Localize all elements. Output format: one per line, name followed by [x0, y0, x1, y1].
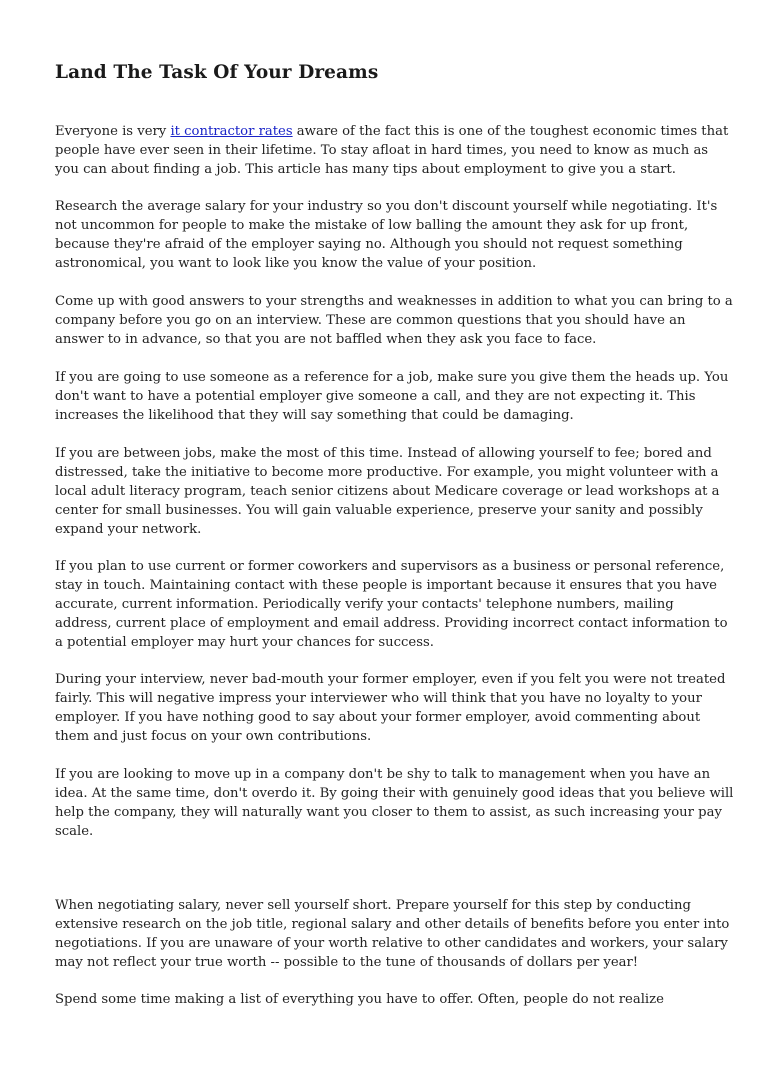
paragraph-line: If you are looking to move up in a company don't be shy to talk to management when you have an: [55, 767, 711, 782]
paragraph-line: idea. At the same time, don't overdo it. By going their with genuinely good ideas that you believe will: [55, 786, 734, 801]
paragraph-line: may not reflect your true worth -- possible to the tune of thousands of dollars per year!: [55, 955, 639, 970]
paragraph-line: stay in touch. Maintaining contact with these people is important because it ensures that you have: [55, 578, 717, 593]
paragraph-move-up: [55, 765, 734, 841]
paragraph-strengths-weaknesses: [55, 292, 733, 349]
paragraph-negotiating-salary: [55, 896, 730, 972]
paragraph-line: scale.: [55, 824, 94, 839]
paragraph-line: During your interview, never bad-mouth your former employer, even if you felt you were not treated: [55, 672, 726, 687]
paragraph-line: them and just focus on your own contributions.: [55, 729, 372, 744]
paragraph-salary-research: [55, 197, 718, 273]
paragraph-line: extensive research on the job title, regional salary and other details of benefits before you enter into: [55, 917, 730, 932]
paragraph-line: fairly. This will negative impress your interviewer who will think that you have no loyalty to your: [55, 691, 702, 706]
paragraph-references: [55, 368, 729, 425]
intro-paragraph: [55, 122, 729, 179]
paragraph-interview: [55, 670, 726, 746]
paragraph-line: If you are going to use someone as a reference for a job, make sure you give them the heads up. You: [55, 370, 729, 385]
paragraph-line: people have ever seen in their lifetime. To stay afloat in hard times, you need to know as much as: [55, 143, 709, 158]
paragraph-line: distressed, take the initiative to become more productive. For example, you might volunteer with a: [55, 465, 719, 480]
paragraph-line: company before you go on an interview. These are common questions that you should have an: [55, 313, 686, 328]
paragraph-list-offer: [55, 990, 715, 1009]
paragraph-line: If you plan to use current or former coworkers and supervisors as a business or personal reference,: [55, 559, 725, 574]
paragraph-line: center for small businesses. You will gain valuable experience, preserve your sanity and possibly: [55, 503, 703, 518]
intro-text-before-link: Everyone is very: [55, 124, 171, 139]
paragraph-line: employer. If you have nothing good to say about your former employer, avoid commenting about: [55, 710, 701, 725]
paragraph-line: answer to in advance, so that you are not baffled when they ask you face to face.: [55, 332, 597, 347]
paragraph-line: don't want to have a potential employer give someone a call, and they are not expecting it. This: [55, 389, 696, 404]
paragraph-line: local adult literacy program, teach senior citizens about Medicare coverage or lead workshops at a: [55, 484, 720, 499]
paragraph-line: a potential employer may hurt your chances for success.: [55, 635, 434, 650]
intro-text-after-link: aware of the fact this is one of the toughest economic times that: [292, 124, 729, 139]
paragraph-line: expand your network.: [55, 522, 202, 537]
paragraph-line: negotiations. If you are unaware of your worth relative to other candidates and workers, your salary: [55, 936, 728, 951]
paragraph-line: When negotiating salary, never sell yourself short. Prepare yourself for this step by conducting: [55, 898, 691, 913]
paragraph-line: not uncommon for people to make the mistake of low balling the amount they ask for up front,: [55, 218, 689, 233]
paragraph-line: [55, 122, 729, 141]
page-title: Land The Task Of Your Dreams: [55, 62, 379, 83]
paragraph-between-jobs: [55, 444, 720, 539]
paragraph-line: because they're afraid of the employer saying no. Although you should not request something: [55, 237, 683, 252]
paragraph-line: accurate, current information. Periodically verify your contacts' telephone numbers, mailing: [55, 597, 674, 612]
paragraph-line: Spend some time making a list of everything you have to offer. Often, people do not realize: [55, 992, 664, 1007]
paragraph-line: increases the likelihood that they will say something that could be damaging.: [55, 408, 574, 423]
contractor-rates-link[interactable]: it contractor rates: [170, 124, 293, 139]
paragraph-line: address, current place of employment and email address. Providing incorrect contact information to: [55, 616, 728, 631]
paragraph-coworkers: [55, 557, 728, 652]
paragraph-line: astronomical, you want to look like you know the value of your position.: [55, 256, 537, 271]
paragraph-line: If you are between jobs, make the most of this time. Instead of allowing yourself to fee; bored and: [55, 446, 712, 461]
paragraph-line: you can about finding a job. This article has many tips about employment to give you a start.: [55, 162, 676, 177]
paragraph-line: Come up with good answers to your strengths and weaknesses in addition to what you can bring to a: [55, 294, 733, 309]
paragraph-line: Research the average salary for your industry so you don't discount yourself while negotiating. It's: [55, 199, 718, 214]
paragraph-line: help the company, they will naturally want you closer to them to assist, as such increasing your pay: [55, 805, 722, 820]
